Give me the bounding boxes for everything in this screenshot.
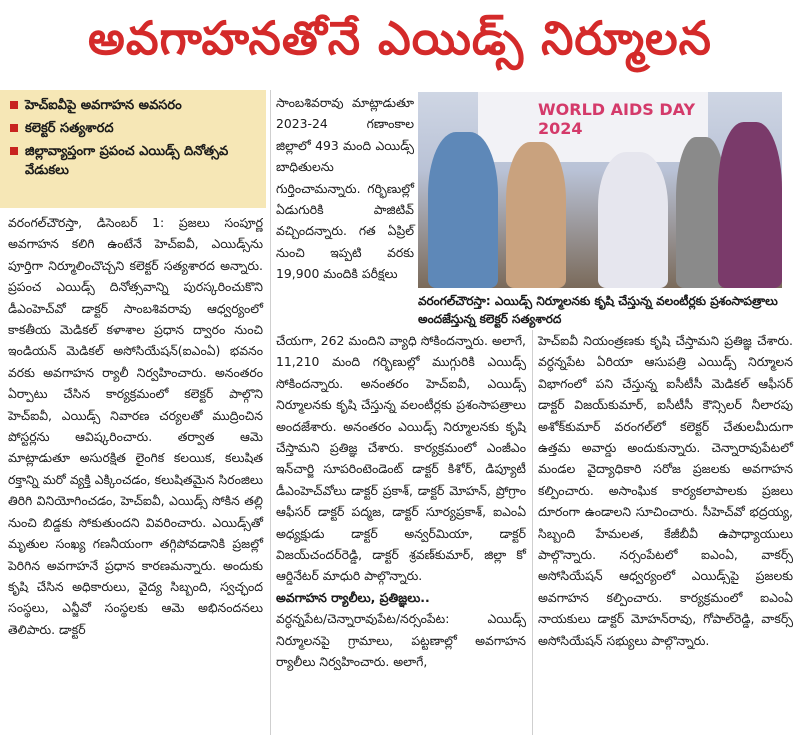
photo-person	[718, 122, 782, 288]
column-divider	[270, 90, 271, 735]
photo-caption: వరంగల్‌చౌరస్తా: ఎయిడ్స్ నిర్మూలనకు కృషి చేస్తున్న వలంటీర్లకు ప్రశంసాపత్రాలు అందజేస్తున్న కలెక్టర్ సత్యశారద	[418, 294, 778, 326]
photo-person	[428, 132, 498, 288]
bullet-icon	[10, 124, 18, 132]
bullet-icon	[10, 101, 18, 109]
article-photo	[418, 92, 782, 288]
column-divider	[532, 330, 533, 735]
highlights-box	[0, 90, 266, 208]
photo-person	[506, 142, 566, 288]
article-column-2-top: సాంబశివరావు మాట్లాడుతూ 2023-24 గణాంకాల జిల్లాలో 493 మంది ఎయిడ్స్ బాధితులను గుర్తించామన్నారు. గర్భిణుల్లో ఏడుగురికి పాజిటివ్ వచ్చిందన్నారు. గత ఏప్రిల్ నుంచి ఇప్పటి వరకు 19,900 మందికి పరీక్షలు	[276, 95, 414, 282]
article-column-3: హెచ్ఐవీ నియంత్రణకు కృషి చేస్తామని ప్రతిజ్ఞ చేశారు. వర్ధన్నపేట ఏరియా ఆసుపత్రి ఎయిడ్స్ నిర్మూలన విభాగంలో పని చేస్తున్న ఐసీటీసీ మెడికల్ ఆఫీసర్ డాక్టర్ విజయ్‌కుమార్, ఐసీటీసీ కౌన్సిలర్ నీలారపు అశోక్‌కుమార్ వరంగల్‌లో కలెక్టర్ చేతులమీదుగా ఉత్తమ అవార్డు అందుకున్నారు. చెన్నారావుపేటలో మండల వైద్యాధికారి సరోజ ప్రజలకు అవగాహన కల్పించారు. అసాంఘిక కార్యకలాపాలకు ప్రజలు దూరంగా ఉండాలని సూచించారు. సీహెచ్‌వో భద్రయ్య, సిబ్బంది హేమలత, కేజీబీవీ ఉపాధ్యాయులు పాల్గొన్నారు. నర్సంపేటలో ఐఎంఏ, వాకర్స్ అసోసియేషన్ ఆధ్వర్యంలో ఎయిడ్స్‌పై ప్రజలకు అవగాహన కల్పించారు. కార్యక్రమంలో ఐఎంఏ నాయకులు డాక్టర్ మోహన్‌రావు, గోపాల్‌రెడ్డి, వాకర్స్ అసోసియేషన్ సభ్యులు పాల్గొన్నారు.	[538, 333, 793, 648]
bullet-icon	[10, 147, 18, 155]
article-column-1: వరంగల్‌చౌరస్తా, డిసెంబర్ 1: ప్రజలు సంపూర్ణ అవగాహన కలిగి ఉంటేనే హెచ్ఐవీ, ఎయిడ్స్‌ను పూర్తిగా నిర్మూలించొచ్చని కలెక్టర్ సత్యశారద అన్నారు. ప్రపంచ ఎయిడ్స్ దినోత్సవాన్ని పురస్కరించుకొని డీఎంహెచ్‌వో డాక్టర్ సాంబశివరావు ఆధ్వర్యంలో కాకతీయ మెడికల్ కళాశాల ప్రధాన ద్వారం నుంచి ఇండియన్ మెడికల్ అసోసియేషన్(ఐఎంఏ) భవనం వరకు అవగాహన ర్యాలీ నిర్వహించారు. అనంతరం ఏర్పాటు చేసిన కార్యక్రమంలో కలెక్టర్ పాల్గొని హెచ్ఐవీ, ఎయిడ్స్ నివారణ చర్యలతో ముద్రించిన పోస్టర్లను ఆవిష్కరించారు. తర్వాత ఆమె మాట్లాడుతూ అసురక్షిత లైంగిక కలయిక, కలుషిత రక్తాన్ని మరో వ్యక్తి ఎక్కించడం, కలుషితమైన సిరంజిలు తిరిగి వినియోగించడం, హెచ్ఐవీ, ఎయిడ్స్ సోకిన తల్లి నుంచి బిడ్డకు సోకుతుందని వివరించారు. ఎయిడ్స్‌తో మృతుల సంఖ్య గణనీయంగా తగ్గిపోవడానికి ప్రజల్లో పెరిగిన అవగాహనే ప్రధాన కారణమన్నారు. అందుకు కృషి చేసిన అధికారులు, వైద్య సిబ్బంది, స్వచ్ఛంద సంస్థలు, ఎన్జీవో సంస్థలకు ఆమె అభినందనలు తెలిపారు. డాక్టర్	[8, 215, 263, 637]
article-column-2-bottom: చేయగా, 262 మందిని వ్యాధి సోకిందన్నారు. అలాగే, 11,210 మంది గర్భిణుల్లో ముగ్గురికి ఎయిడ్స్ సోకిందన్నారు. అనంతరం హెచ్ఐవీ, ఎయిడ్స్ నిర్మూలనకు కృషి చేస్తున్న వలంటీర్లకు ప్రశంసాపత్రాలు అందజేశారు. అనంతరం ఎయిడ్స్ నిర్మూలనకు కృషి చేస్తామని ప్రతిజ్ఞ చేశారు. కార్యక్రమంలో ఎంజీఎం ఇన్‌చార్జి సూపరింటెండెంట్ డాక్టర్ కిశోర్, డిప్యూటీ డీఎంహెచ్‌వోలు డాక్టర్ ప్రకాశ్, డాక్టర్ మోహన్, ప్రోగ్రాం ఆఫీసర్ డాక్టర్ పద్మజ, డాక్టర్ సూర్యప్రకాశ్, ఐఎంఏ అధ్యక్షుడు డాక్టర్ అన్వర్‌మియా, డాక్టర్ విజయ్‌చందర్‌రెడ్డి, డాక్టర్ శ్రవణ్‌కుమార్, జిల్లా కో ఆర్డినేటర్ మాధురి పాల్గొన్నారు. అవగాహన ర్యాలీలు, ప్రతిజ్ఞలు.. వర్ధన్నపేట/చెన్నారావుపేట/నర్సంపేట: ఎయిడ్స్ నిర్మూలనపై గ్రామాలు, పట్టణాల్లో అవగాహన ర్యాలీలు నిర్వహించారు. అలాగే,	[276, 333, 526, 670]
highlight-item: జిల్లావ్యాప్తంగా ప్రపంచ ఎయిడ్స్ దినోత్సవ వేడుకలు	[6, 142, 260, 180]
headline: అవగాహనతోనే ఎయిడ్స్ నిర్మూలన	[88, 11, 712, 65]
photo-banner: WORLD AIDS DAY 2024	[478, 92, 708, 162]
highlight-item: కలెక్టర్ సత్యశారద	[6, 119, 260, 138]
subheading: అవగాహన ర్యాలీలు, ప్రతిజ్ఞలు..	[276, 589, 430, 605]
highlight-item: హెచ్ఐవీపై అవగాహన అవసరం	[6, 96, 260, 115]
photo-person	[598, 152, 668, 288]
